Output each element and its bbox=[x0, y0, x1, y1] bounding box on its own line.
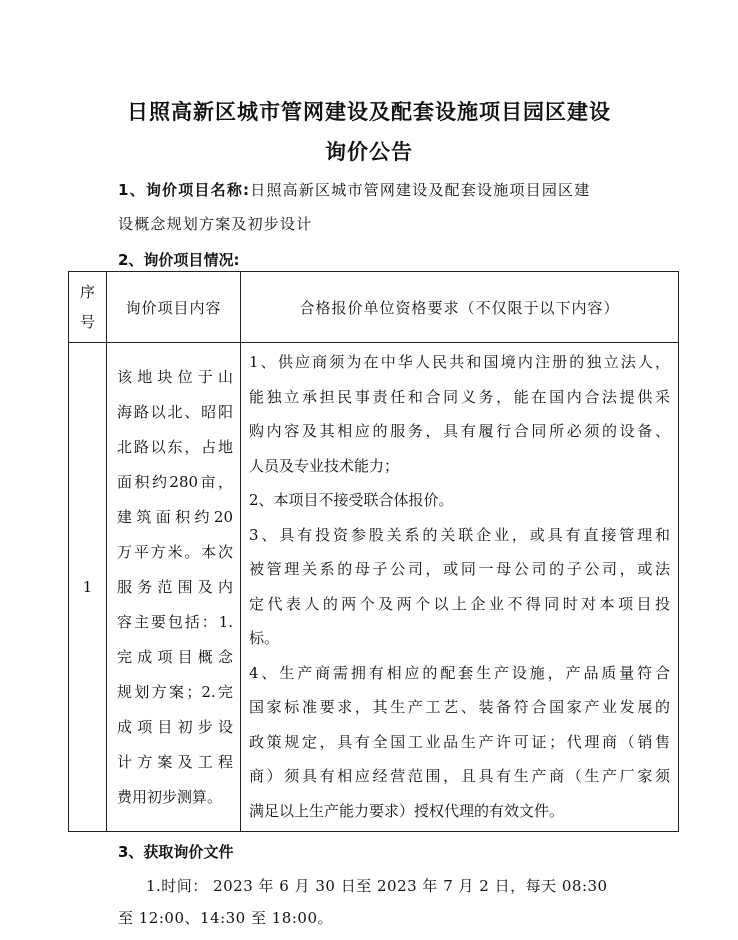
desc-line: 万平方米。本次 bbox=[117, 542, 233, 561]
req-line: 被管理关系的母子公司，或同一母公司的子公司，或法 bbox=[249, 560, 670, 578]
desc-line: 面积约280亩， bbox=[117, 472, 233, 491]
req-line: 能独立承担民事责任和合同义务，能在国内合法提供采 bbox=[249, 387, 670, 406]
row-description bbox=[107, 343, 241, 832]
req-line: 国家标准要求，其生产工艺、装备符合国家产业发展的 bbox=[249, 698, 670, 716]
req-line: 3、具有投资参股关系的关联企业，或具有直接管理和 bbox=[249, 525, 670, 544]
section3-heading: 3、获取询价文件 bbox=[118, 843, 234, 861]
header-seq bbox=[69, 272, 107, 343]
section1-project-name: 日照高新区城市管网建设及配套设施项目园区建 bbox=[250, 181, 591, 199]
section1-project-name-cont: 设概念规划方案及初步设计 bbox=[118, 215, 313, 233]
header-requirements: 合格报价单位资格要求（不仅限于以下内容） bbox=[241, 272, 679, 343]
header-seq-line1: 序 bbox=[79, 283, 95, 301]
desc-line: 规划方案；2.完 bbox=[117, 682, 233, 701]
req-line: 定代表人的两个及两个以上企业不得同时对本项目投 bbox=[249, 594, 670, 613]
section1-heading: 1、询价项目名称: bbox=[118, 181, 251, 199]
section2-heading: 2、询价项目情况: bbox=[118, 251, 240, 269]
desc-line: 费用初步测算。 bbox=[117, 787, 223, 806]
desc-line: 服务范围及内 bbox=[117, 577, 233, 596]
req-line: 满足以上生产能力要求）授权代理的有效文件。 bbox=[249, 801, 565, 820]
req-line: 4、生产商需拥有相应的配套生产设施，产品质量符合 bbox=[249, 663, 670, 682]
document-title-line1: 日照高新区城市管网建设及配套设施项目园区建设 bbox=[127, 100, 611, 124]
section3-time-line1: 1.时间： 2023 年 6 月 30 日至 2023 年 7 月 2 日，每天 08:30 bbox=[146, 877, 608, 895]
req-line: 政策规定，具有全国工业品生产许可证；代理商（销售 bbox=[249, 732, 670, 751]
table-row bbox=[69, 343, 679, 832]
header-seq-line2: 号 bbox=[79, 313, 95, 331]
req-line: 商）须具有相应经营范围，且具有生产商（生产厂家须 bbox=[249, 767, 670, 785]
req-line: 2、本项目不接受联合体报价。 bbox=[249, 491, 454, 509]
req-line: 1、供应商须为在中华人民共和国境内注册的独立法人， bbox=[249, 353, 670, 371]
desc-line: 北路以东，占地 bbox=[117, 437, 233, 456]
table-header-row bbox=[69, 272, 679, 343]
inquiry-table bbox=[68, 271, 679, 832]
row-requirements bbox=[241, 343, 679, 832]
desc-line: 建筑面积约20 bbox=[117, 507, 233, 526]
desc-line: 海路以北、昭阳 bbox=[117, 402, 233, 421]
header-content: 询价项目内容 bbox=[107, 272, 241, 343]
desc-line: 容主要包括：1. bbox=[117, 612, 233, 631]
row-seq: 1 bbox=[69, 343, 107, 832]
req-line: 标。 bbox=[249, 629, 280, 647]
document-title-line2: 询价公告 bbox=[325, 140, 413, 164]
section1-line1 bbox=[118, 180, 590, 200]
req-line: 购内容及其相应的服务，具有履行合同所必须的设备、 bbox=[249, 422, 670, 440]
desc-line: 该地块位于山 bbox=[117, 367, 233, 386]
section3-time-line2: 至 12:00、14:30 至 18:00。 bbox=[118, 909, 333, 927]
desc-line: 成项目初步设 bbox=[117, 717, 233, 736]
desc-line: 完成项目概念 bbox=[117, 647, 233, 666]
desc-line: 计方案及工程 bbox=[117, 752, 233, 771]
req-line: 人员及专业技术能力； bbox=[249, 456, 400, 475]
